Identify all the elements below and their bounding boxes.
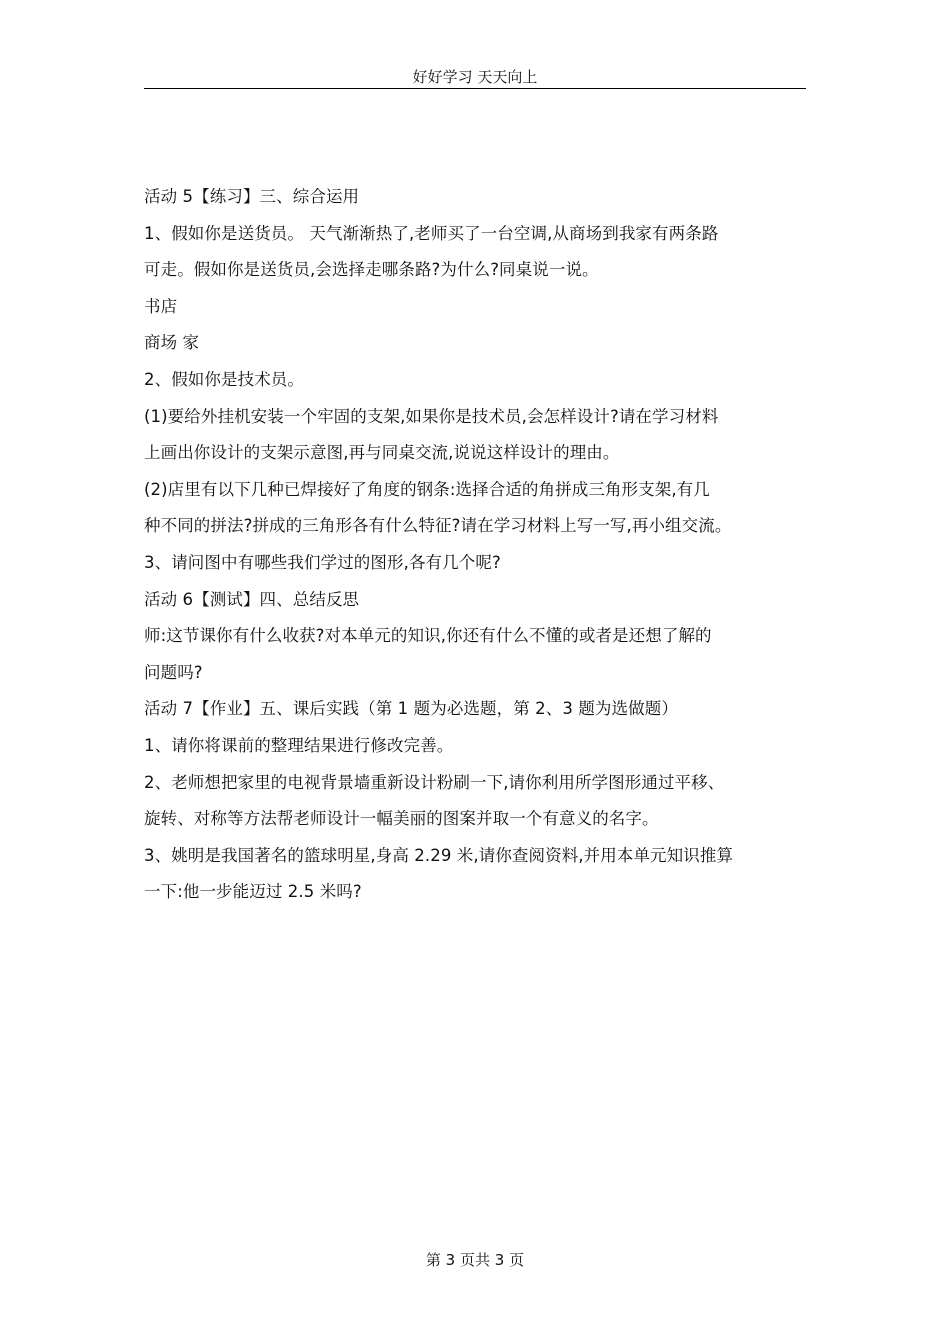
paragraph-line: 1、假如你是送货员。 天气渐渐热了,老师买了一台空调,从商场到我家有两条路 [144,223,719,243]
page-header: 好好学习 天天向上 [412,68,538,86]
paragraph-line: 师:这节课你有什么收获?对本单元的知识,你还有什么不懂的或者是还想了解的 [144,626,712,646]
header-divider [144,88,806,89]
paragraph-line: 3、姚明是我国著名的篮球明星,身高 2.29 米,请你查阅资料,并用本单元知识推算 [144,845,734,865]
section-heading: 活动 5【练习】三、综合运用 [144,187,360,206]
paragraph-line: 问题吗? [144,662,203,682]
diagram-label: 商场 家 [144,333,200,353]
diagram-label: 书店 [144,296,178,316]
section-heading: 活动 6【测试】四、总结反思 [144,589,360,609]
paragraph-line: (2)店里有以下几种已焊接好了角度的钢条:选择合适的角拼成三角形支架,有几 [144,479,710,499]
document-body [144,186,809,918]
paragraph-line: 上画出你设计的支架示意图,再与同桌交流,说说这样设计的理由。 [144,443,620,463]
page-footer: 第 3 页共 3 页 [425,1251,525,1269]
paragraph-line: 旋转、对称等方法帮老师设计一幅美丽的图案并取一个有意义的名字。 [144,809,659,829]
paragraph-line: 3、请问图中有哪些我们学过的图形,各有几个呢? [144,552,501,572]
section-heading: 活动 7【作业】五、课后实践（第 1 题为必选题，第 2、3 题为选做题） [144,699,678,719]
paragraph-line: 一下:他一步能迈过 2.5 米吗? [144,882,362,902]
paragraph-line: (1)要给外挂机安装一个牢固的支架,如果你是技术员,会怎样设计?请在学习材料 [144,406,719,426]
paragraph-line: 种不同的拼法?拼成的三角形各有什么特征?请在学习材料上写一写,再小组交流。 [144,516,732,536]
paragraph-line: 2、假如你是技术员。 [144,369,304,389]
paragraph-line: 1、请你将课前的整理结果进行修改完善。 [144,735,454,755]
paragraph-line: 可走。假如你是送货员,会选择走哪条路?为什么?同桌说一说。 [144,260,599,280]
paragraph-line: 2、老师想把家里的电视背景墙重新设计粉刷一下,请你利用所学图形通过平移、 [144,772,725,792]
